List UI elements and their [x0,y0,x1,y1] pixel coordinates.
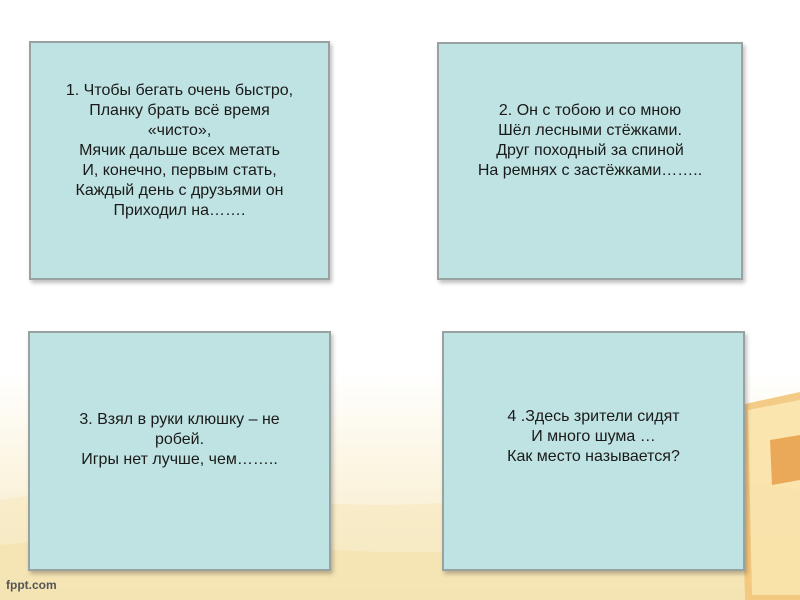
riddle-4-text: 4 .Здесь зрители сидят И много шума … Как место называется? [507,408,680,465]
book-decoration [740,392,800,600]
riddle-1-text: 1. Чтобы бегать очень быстро, Планку брать всё время «чисто», Мячик дальше всех метать И, конечно, первым стать, Каждый день с друзьями он Приходил на……. [65,82,294,219]
riddle-card-3 [28,331,331,571]
fppt-logo: fppt.com [6,578,57,592]
riddle-2-text: 2. Он с тобою и со мною Шёл лесными стёжками. Друг походный за спиной На ремнях с застёжками…….. [477,102,703,179]
riddle-card-1 [29,41,330,280]
riddle-card-2 [437,42,743,280]
riddle-card-4 [442,331,745,571]
riddle-3-text: 3. Взял в руки клюшку – не робей. Игры нет лучше, чем…….. [79,411,280,468]
